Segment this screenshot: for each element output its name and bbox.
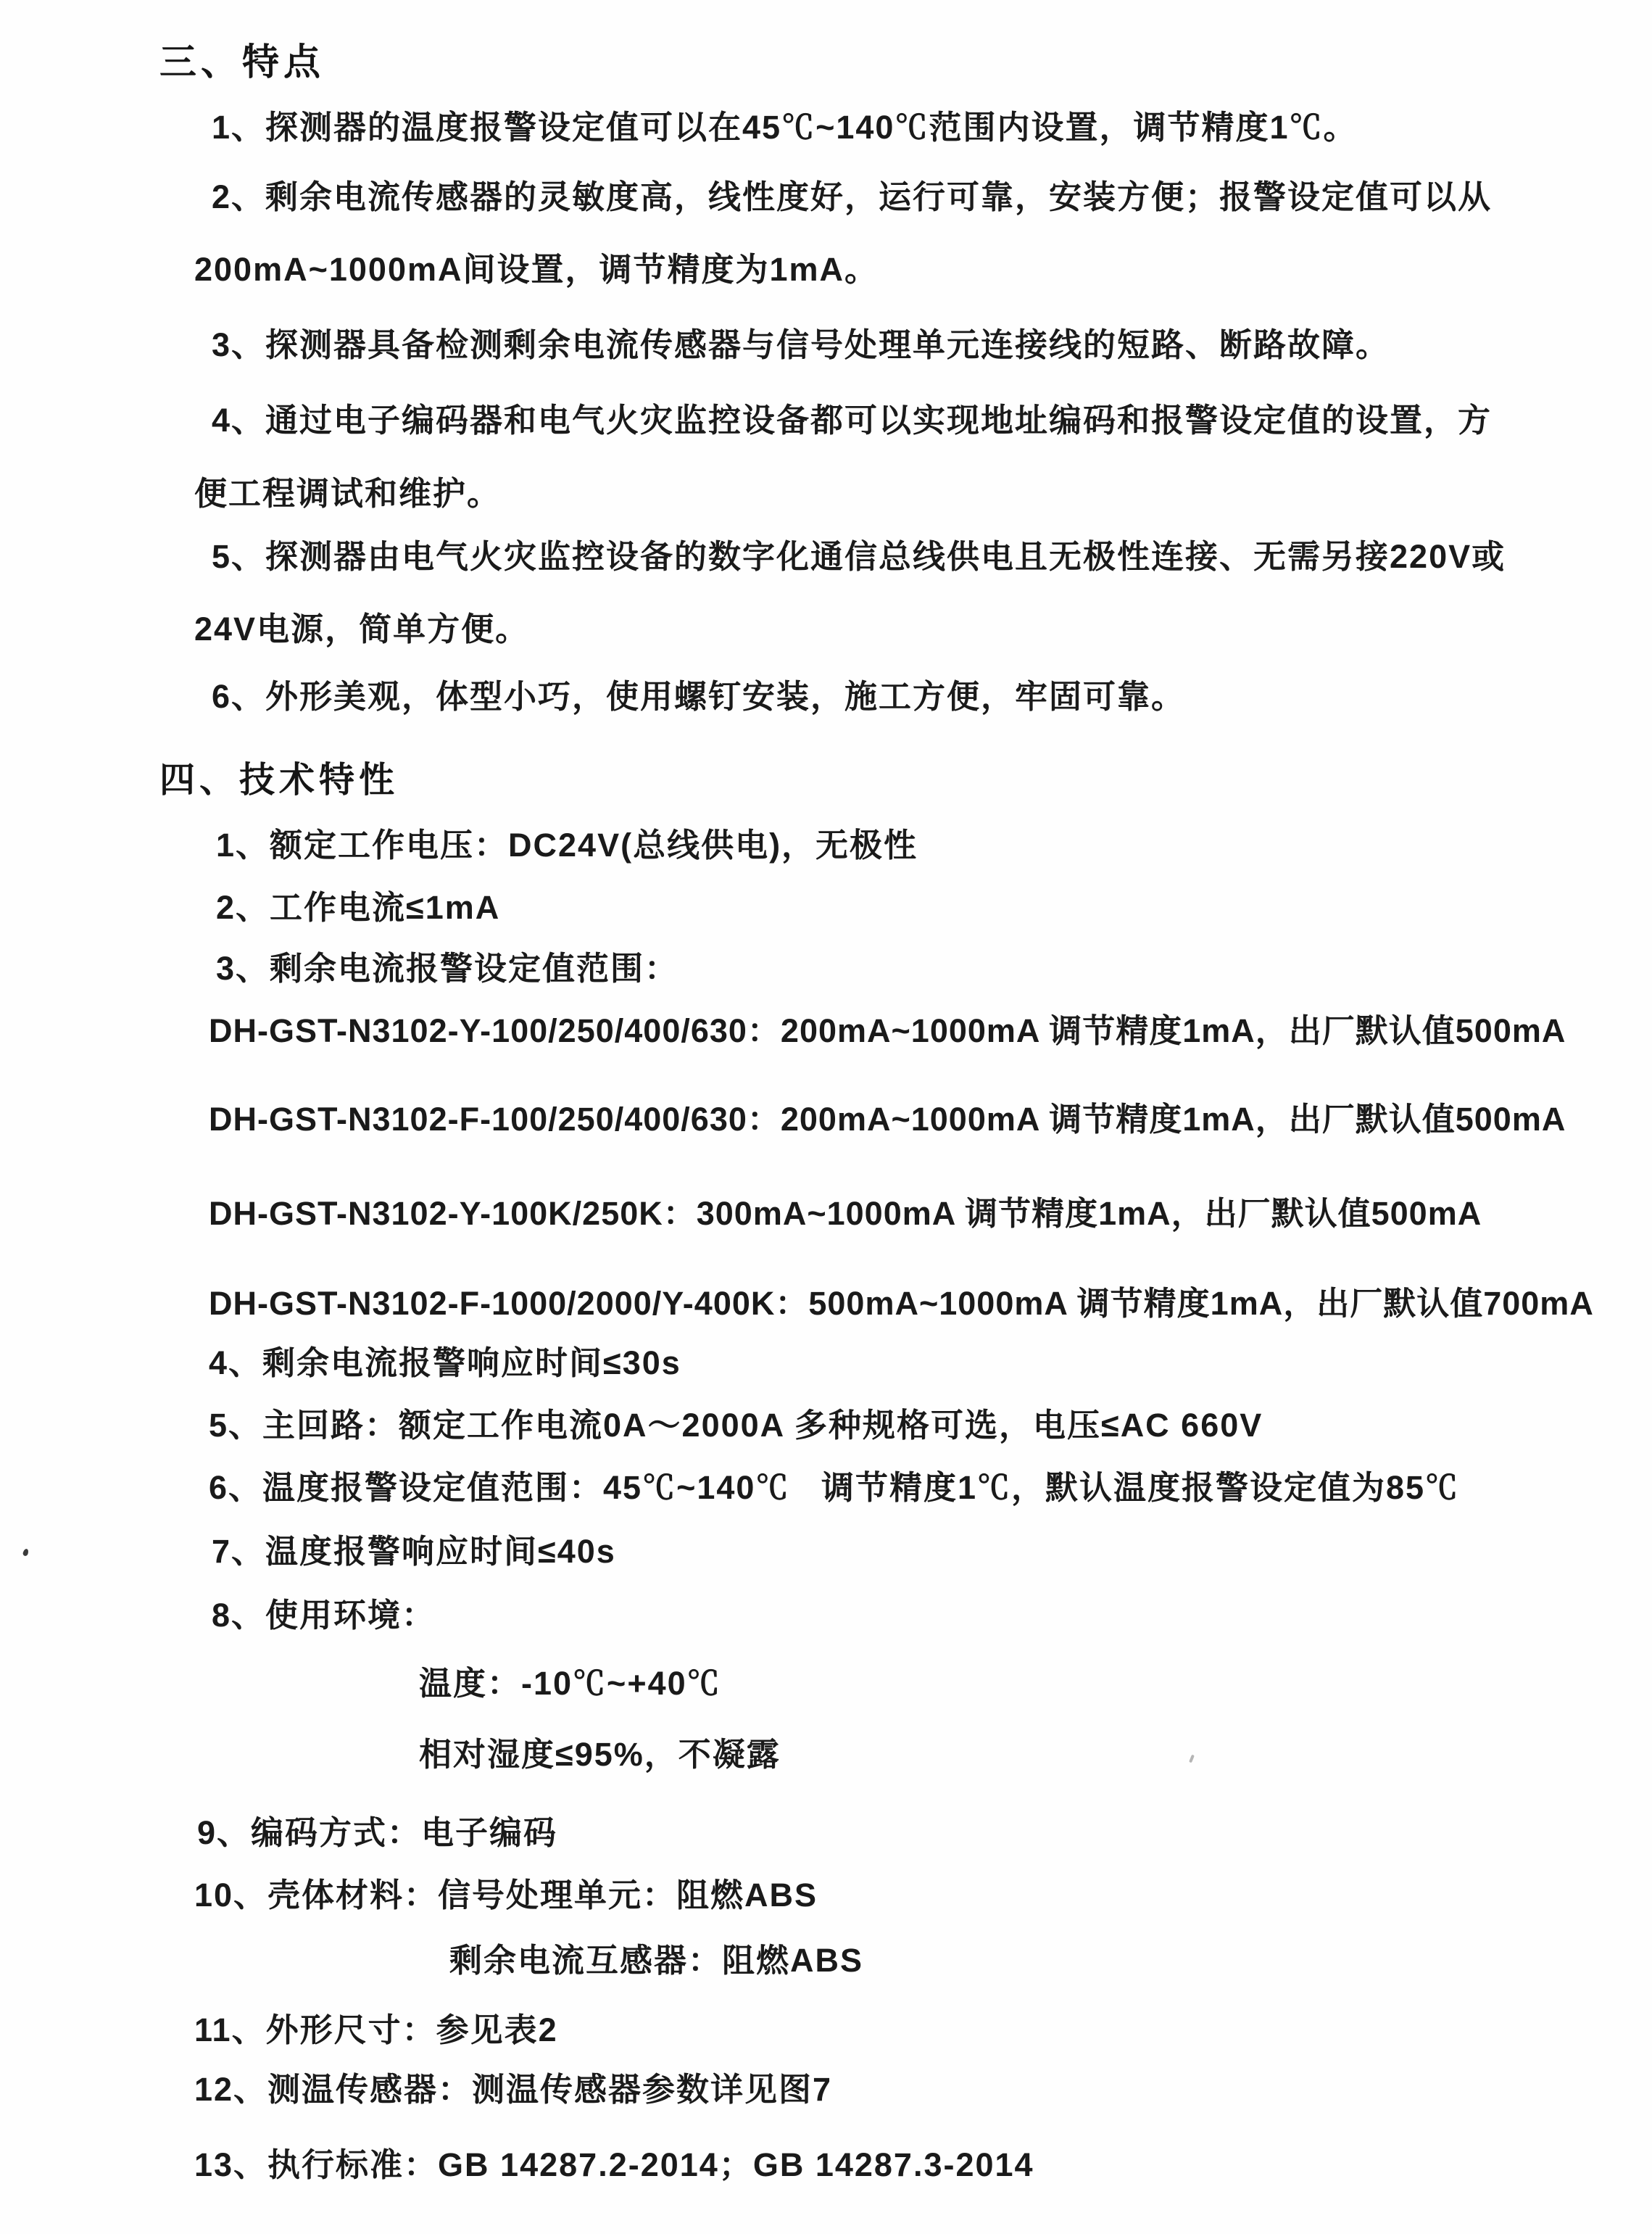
- feature-item-5-wrap: 24V电源，简单方便。: [194, 611, 530, 648]
- model-spec-4: DH-GST-N3102-F-1000/2000/Y-400K：500mA~1000mA 调节精度1mA，出厂默认值700mA: [209, 1285, 1594, 1322]
- scan-artifact-dot: [22, 1548, 30, 1557]
- feature-item-5: 5、探测器由电气火灾监控设备的数字化通信总线供电且无极性连接、无需另接220V或: [212, 538, 1506, 575]
- model-spec-3: DH-GST-N3102-Y-100K/250K：300mA~1000mA 调节精度1mA，出厂默认值500mA: [209, 1195, 1482, 1232]
- feature-item-2: 2、剩余电流传感器的灵敏度高，线性度好，运行可靠，安装方便；报警设定值可以从: [212, 178, 1493, 215]
- spec-item-9: 9、编码方式：电子编码: [197, 1814, 558, 1851]
- spec-item-12: 12、测温传感器：测温传感器参数详见图7: [194, 2071, 833, 2108]
- model-spec-2: DH-GST-N3102-F-100/250/400/630：200mA~1000mA 调节精度1mA，出厂默认值500mA: [209, 1101, 1566, 1138]
- spec-item-4: 4、剩余电流报警响应时间≤30s: [209, 1344, 681, 1381]
- specs-section-heading: 四、技术特性: [159, 761, 399, 800]
- spec-item-11: 11、外形尺寸：参见表2: [194, 2011, 558, 2048]
- spec-item-1: 1、额定工作电压：DC24V(总线供电)，无极性: [216, 827, 918, 864]
- feature-item-6: 6、外形美观，体型小巧，使用螺钉安装，施工方便，牢固可靠。: [212, 678, 1186, 715]
- feature-item-4: 4、通过电子编码器和电气火灾监控设备都可以实现地址编码和报警设定值的设置，方: [212, 402, 1493, 439]
- spec-item-13: 13、执行标准：GB 14287.2-2014；GB 14287.3-2014: [194, 2146, 1034, 2183]
- environment-humidity: 相对湿度≤95%，不凝露: [419, 1736, 781, 1773]
- spec-item-2: 2、工作电流≤1mA: [216, 889, 501, 926]
- spec-item-10-wrap: 剩余电流互感器：阻燃ABS: [449, 1942, 864, 1979]
- spec-item-7: 7、温度报警响应时间≤40s: [212, 1533, 616, 1570]
- environment-temperature: 温度：-10℃~+40℃: [419, 1665, 721, 1702]
- scan-artifact-tick: [1189, 1755, 1195, 1763]
- model-spec-1: DH-GST-N3102-Y-100/250/400/630：200mA~1000mA 调节精度1mA，出厂默认值500mA: [209, 1012, 1566, 1049]
- feature-item-2-wrap: 200mA~1000mA间设置，调节精度为1mA。: [194, 251, 879, 288]
- spec-item-3: 3、剩余电流报警设定值范围：: [216, 950, 679, 987]
- feature-item-4-wrap: 便工程调试和维护。: [194, 475, 502, 512]
- feature-item-1: 1、探测器的温度报警设定值可以在45℃~140℃范围内设置，调节精度1℃。: [212, 109, 1358, 146]
- spec-item-8: 8、使用环境：: [212, 1597, 436, 1634]
- features-section-heading: 三、特点: [159, 41, 325, 83]
- spec-item-5: 5、主回路：额定工作电流0A～2000A 多种规格可选，电压≤AC 660V: [209, 1407, 1263, 1444]
- feature-item-3: 3、探测器具备检测剩余电流传感器与信号处理单元连接线的短路、断路故障。: [212, 326, 1390, 363]
- spec-item-6: 6、温度报警设定值范围：45℃~140℃ 调节精度1℃，默认温度报警设定值为85℃: [209, 1469, 1460, 1506]
- spec-item-10: 10、壳体材料：信号处理单元：阻燃ABS: [194, 1877, 818, 1914]
